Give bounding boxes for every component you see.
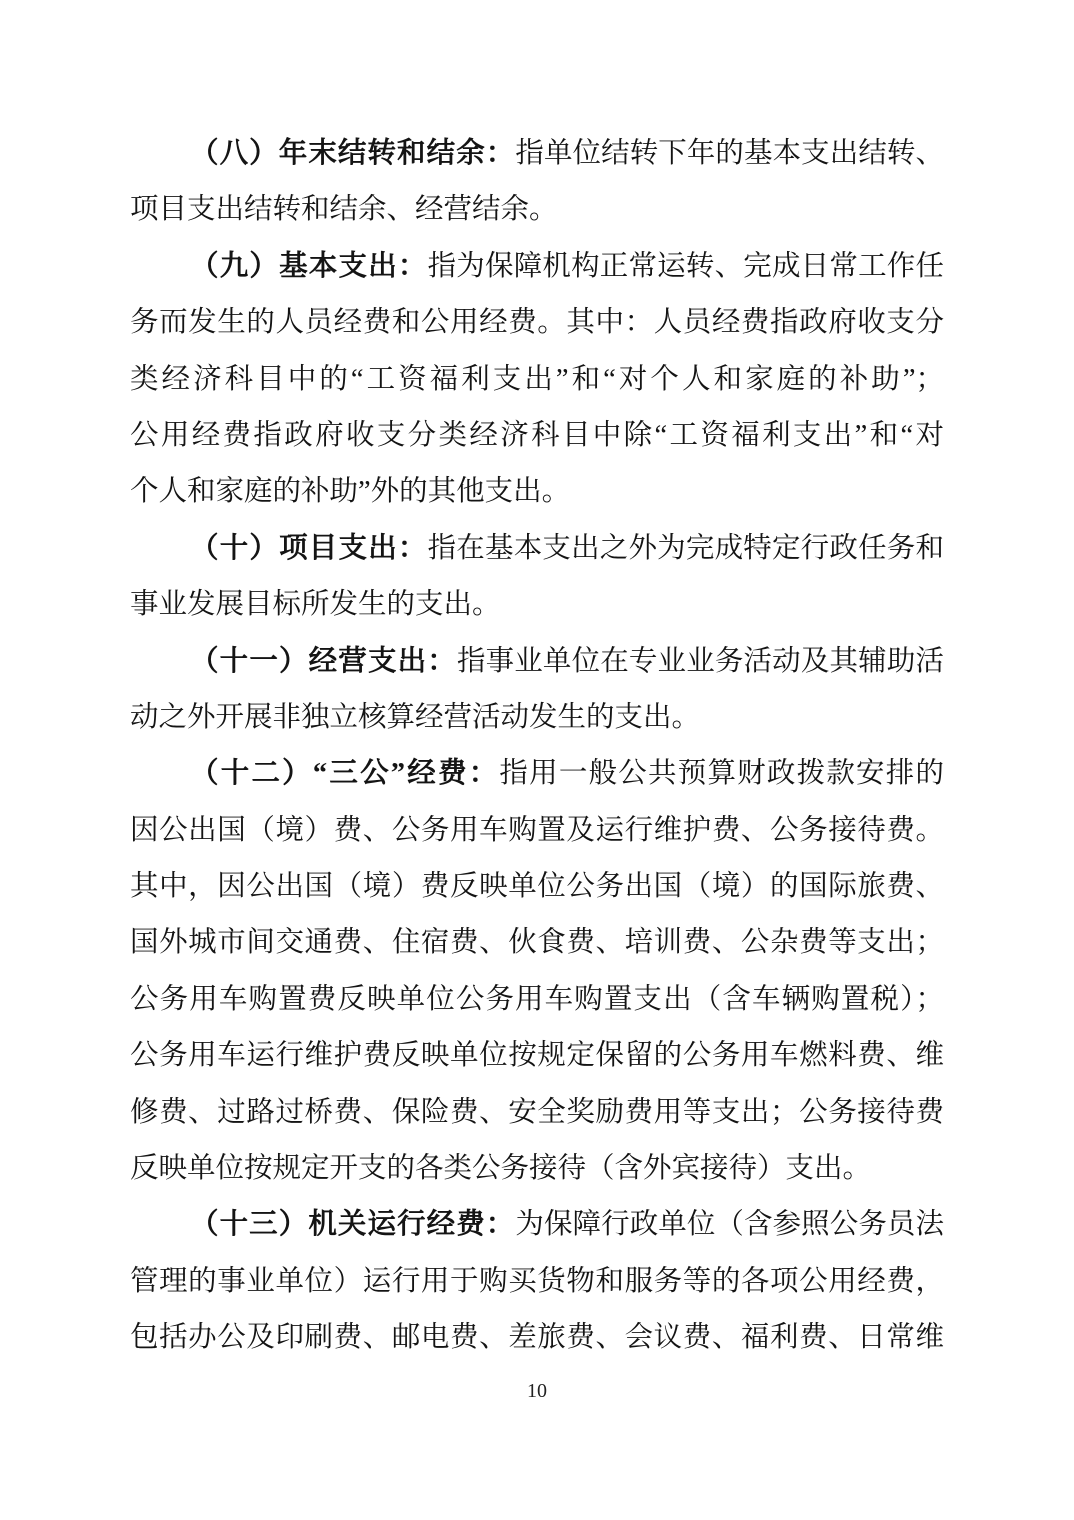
term-heading: （十三）机关运行经费： <box>190 1209 516 1241</box>
line-text: 指事业单位在专业业务活动及其辅助活 <box>456 645 944 677</box>
line-text: 个人和家庭的补助”外的其他支出。 <box>130 476 571 508</box>
text-line <box>130 1085 944 1141</box>
line-text: 指在基本支出之外为完成特定行政任务和 <box>427 532 944 564</box>
text-line <box>130 972 944 1028</box>
line-text: 指单位结转下年的基本支出结转、 <box>515 138 944 169</box>
term-heading: （十一）经营支出： <box>190 645 457 677</box>
line-text: 事业发展目标所发生的支出。 <box>130 589 501 621</box>
text-line <box>130 408 944 464</box>
line-text: 管理的事业单位）运行用于购买货物和服务等的各项公用经费， <box>130 1265 944 1297</box>
line-text: 项目支出结转和结余、经营结余。 <box>130 194 558 226</box>
line-text: 动之外开展非独立核算经营活动发生的支出。 <box>130 701 701 733</box>
text-line <box>130 521 944 577</box>
text-line <box>130 352 944 408</box>
document-text-body <box>130 126 944 1367</box>
text-line <box>130 915 944 971</box>
line-text: 修费、过路过桥费、保险费、安全奖励费用等支出；公务接待费 <box>130 1096 944 1128</box>
text-line <box>130 577 944 633</box>
text-line <box>130 859 944 915</box>
line-text: 包括办公及印刷费、邮电费、差旅费、会议费、福利费、日常维 <box>130 1322 944 1354</box>
text-line <box>130 1254 944 1310</box>
text-line <box>130 126 944 182</box>
line-text: 公务用车运行维护费反映单位按规定保留的公务用车燃料费、维 <box>130 1040 944 1072</box>
term-heading: （九）基本支出： <box>190 250 428 282</box>
text-line <box>130 464 944 520</box>
text-line <box>130 803 944 859</box>
line-text: 其中，因公出国（境）费反映单位公务出国（境）的国际旅费、 <box>130 871 944 903</box>
line-text: 公用经费指政府收支分类经济科目中除“工资福利支出”和“对 <box>130 419 944 451</box>
text-line <box>130 182 944 238</box>
line-text: 公务用车购置费反映单位公务用车购置支出（含车辆购置税）； <box>130 983 944 1015</box>
text-line <box>130 1310 944 1366</box>
term-heading: （十）项目支出： <box>190 532 428 564</box>
text-line <box>130 634 944 690</box>
term-heading: （八）年末结转和结余： <box>190 138 516 169</box>
text-line <box>130 239 944 295</box>
line-text: 国外城市间交通费、住宿费、伙食费、培训费、公杂费等支出； <box>130 927 944 959</box>
line-text: 为保障行政单位（含参照公务员法 <box>515 1209 944 1241</box>
text-line <box>130 1028 944 1084</box>
text-line <box>130 690 944 746</box>
line-text: 指为保障机构正常运转、完成日常工作任 <box>427 250 944 282</box>
text-line <box>130 295 944 351</box>
line-text: 因公出国（境）费、公务用车购置及运行维护费、公务接待费。 <box>130 814 944 846</box>
text-line <box>130 746 944 802</box>
term-heading: （十二）“三公”经费： <box>190 758 500 790</box>
line-text: 类经济科目中的“工资福利支出”和“对个人和家庭的补助”； <box>130 363 944 395</box>
line-text: 务而发生的人员经费和公用经费。其中：人员经费指政府收支分 <box>130 307 944 339</box>
line-text: 反映单位按规定开支的各类公务接待（含外宾接待）支出。 <box>130 1153 872 1185</box>
text-line <box>130 1141 944 1197</box>
line-text: 指用一般公共预算财政拨款安排的 <box>499 758 944 790</box>
page-number: 10 <box>527 1380 547 1402</box>
text-line <box>130 1197 944 1253</box>
